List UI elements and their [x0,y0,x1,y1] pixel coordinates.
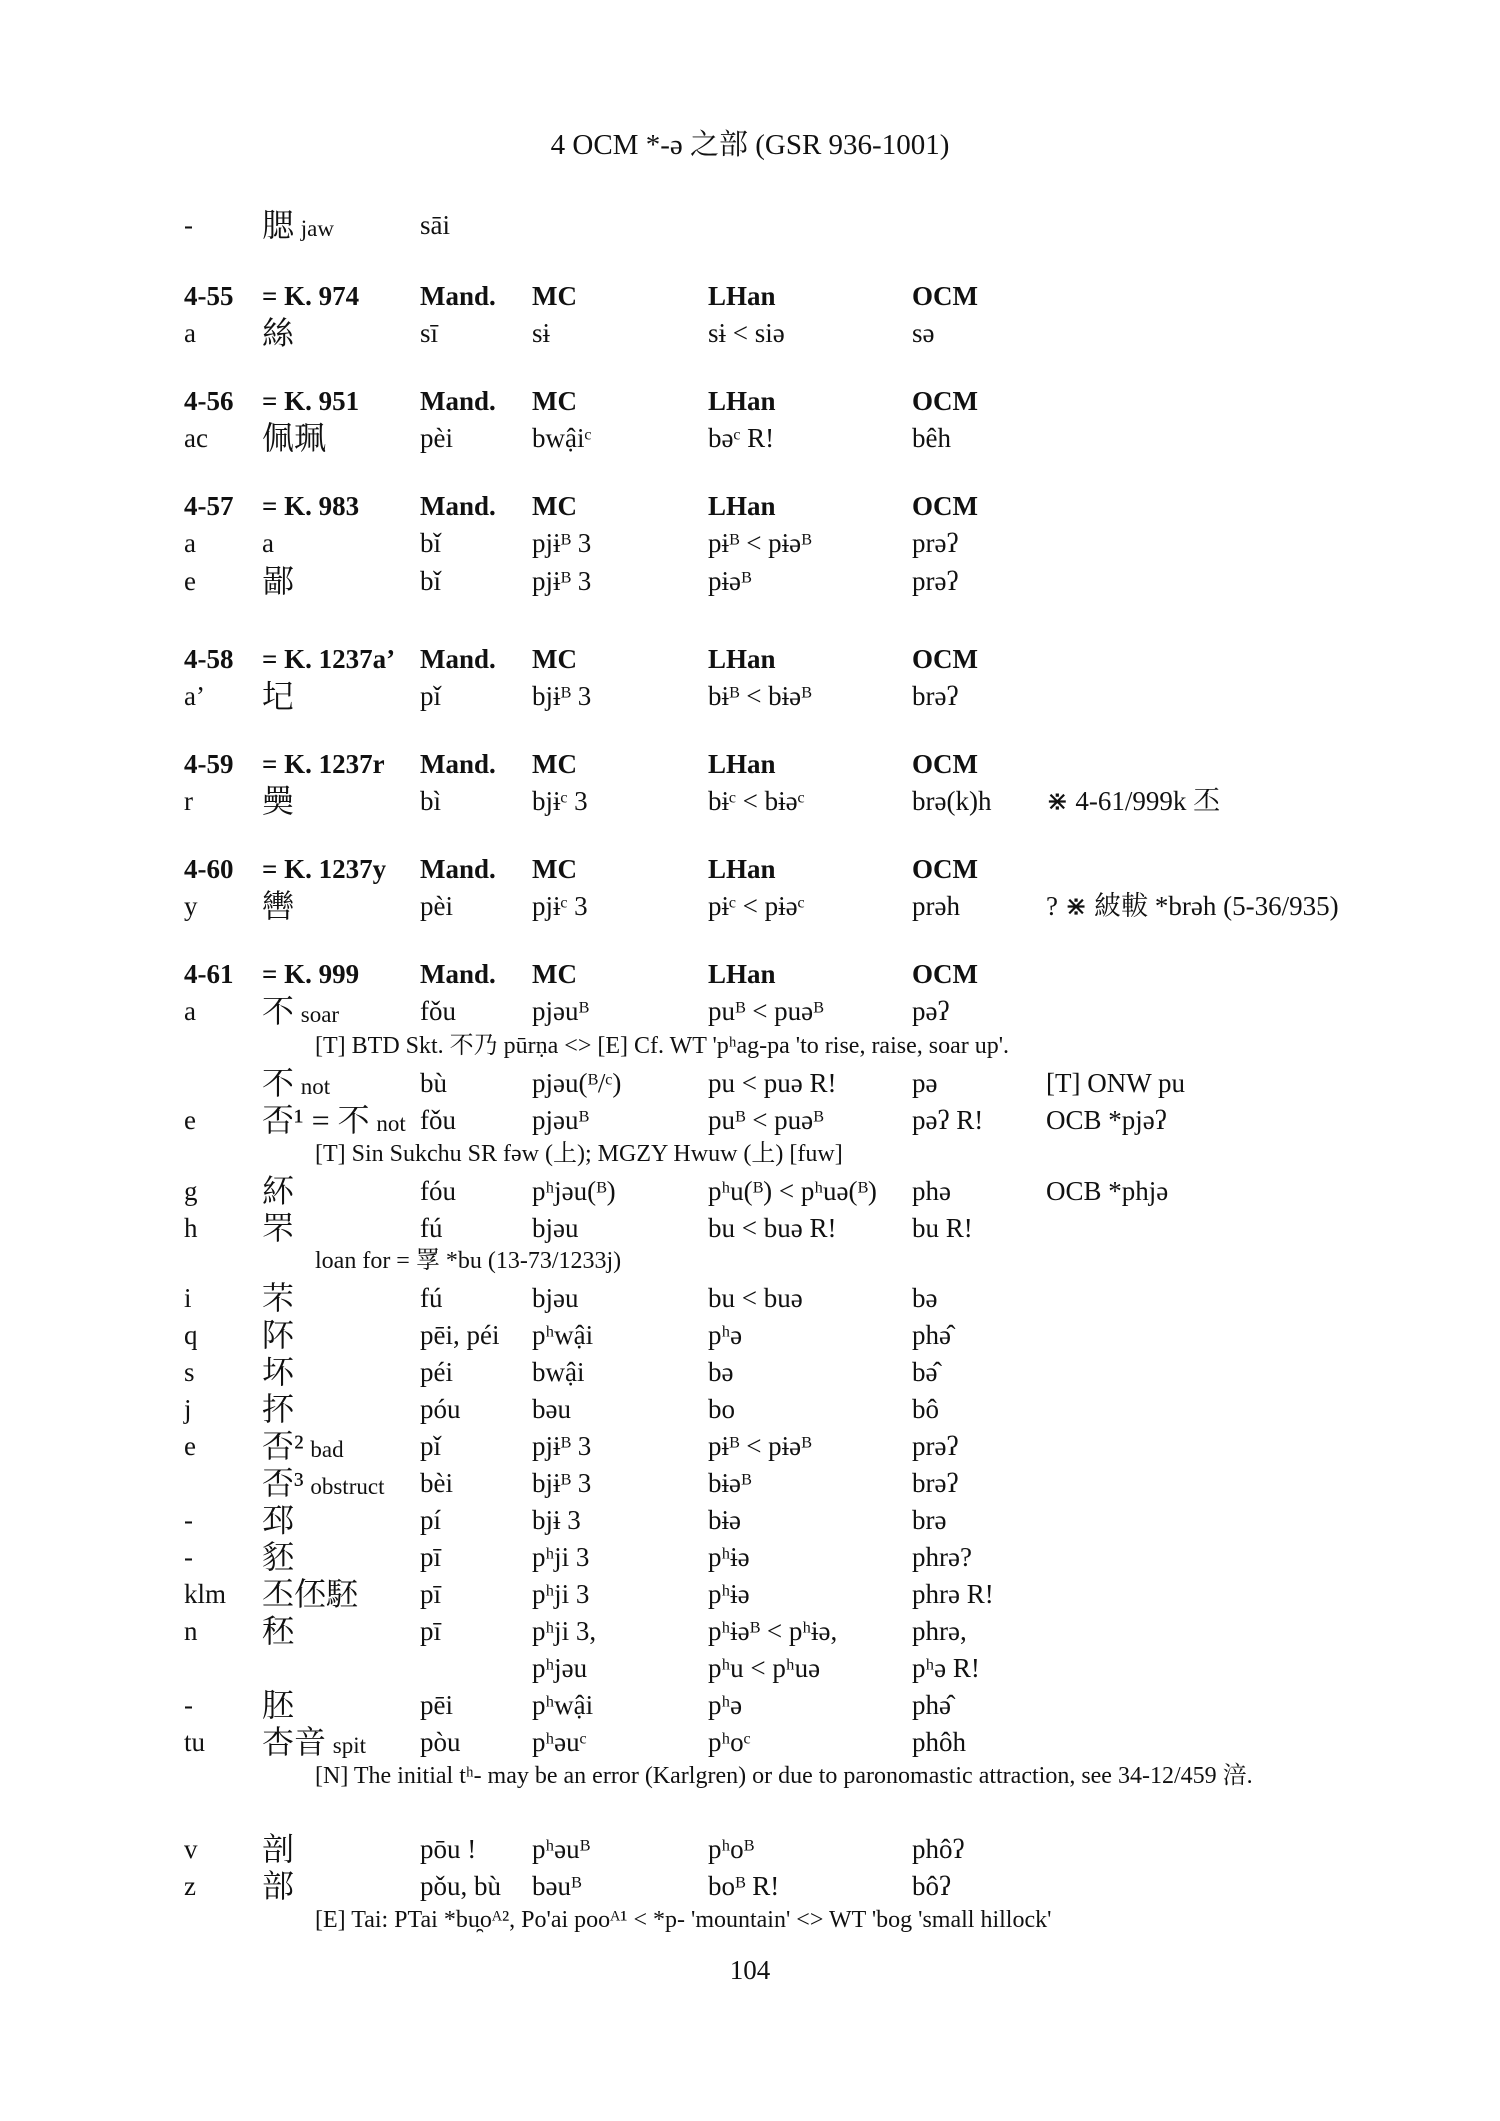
entry-characters: 豾 [262,1539,295,1575]
entry-lhan: sɨ < siə [708,318,785,348]
entry-ocm: pʰə R! [912,1653,980,1683]
entry-letter: a [184,318,196,348]
entry-mc: pjəuᴮ [532,1105,589,1135]
entry-letter: a’ [184,681,205,711]
entry-note-line: [E] Tai: PTai *bu̯oᴬ², Po'ai pooᴬ¹ < *p- 'mountain' <> WT 'bog 'small hillock' [315,1907,1052,1933]
entry-letter: - [184,1542,193,1572]
page-header: 4 OCM *-ə 之部 (GSR 936-1001) [550,129,950,161]
karlgren-ref: = K. 999 [262,959,360,989]
entry-lhan: pɨᴮ < pɨəᴮ [708,1431,812,1461]
entry-mandarin: pī [420,1579,442,1609]
entry-mc: pjɨᴮ 3 [532,528,592,558]
entry-mc: pjɨᶜ 3 [532,891,588,921]
section-header [0,277,1500,315]
entry-mc: pjəu(ᴮ/ᶜ) [532,1068,622,1098]
entry-row [0,1830,1500,1868]
entry-mc: bəuᴮ [532,1871,582,1901]
entry-note: OCB *pjəʔ [1046,1105,1167,1135]
col-ocm: OCM [912,644,978,674]
karlgren-ref: = K. 1237y [262,854,387,884]
entry-row [0,1353,1500,1391]
col-mand: Mand. [420,749,496,779]
entry-row [0,1464,1500,1502]
entry-lhan: pɨəᴮ [708,566,752,596]
col-lhan: LHan [708,491,776,521]
entry-mc: pʰəuᴮ [532,1834,591,1864]
entry-ocm: bô [912,1394,939,1424]
entry-characters: 鄙 [262,563,295,599]
col-lhan: LHan [708,644,776,674]
entry-ocm: phə [912,1176,951,1206]
entry-characters: 圮 [262,678,295,714]
entry-characters: 秠 [262,1613,295,1649]
entry-ocm: bu R! [912,1213,973,1243]
entry-lhan: pʰɨə [708,1579,750,1609]
entry-lhan: pʰu(ᴮ) < pʰuə(ᴮ) [708,1176,877,1206]
entry-letter: r [184,786,193,816]
entry-characters: 腮 jaw [262,207,334,243]
entry-ocm: brə [912,1505,947,1535]
entry-note: ? ⋇ 紴軷 *brəh (5-36/935) [1046,891,1339,921]
entry-lhan: pʰə [708,1690,743,1720]
entry-mandarin: pī [420,1616,442,1646]
section-header [0,745,1500,783]
entry-ocm: brə(k)h [912,786,992,816]
entry-row [0,1172,1500,1210]
entry-letter: - [184,210,193,240]
entry-row [0,1686,1500,1724]
entry-row [0,1867,1500,1905]
entry-row [0,562,1500,600]
entry-characters: 佩珮 [262,420,327,456]
entry-ocm: phrə? [912,1542,972,1572]
col-mand: Mand. [420,959,496,989]
entry-letter: - [184,1690,193,1720]
col-mand: Mand. [420,386,496,416]
col-ocm: OCM [912,854,978,884]
entry-ocm: sə [912,318,935,348]
karlgren-ref: = K. 951 [262,386,360,416]
entry-mc: pjəuᴮ [532,996,589,1026]
entry-ocm: pə [912,1068,938,1098]
entry-note-line: [T] BTD Skt. 不乃 pūrṇa <> [E] Cf. WT 'pʰag-pa 'to rise, raise, soar up'. [315,1033,1010,1059]
entry-characters: a [262,528,274,558]
entry-mandarin: pēi [420,1690,453,1720]
entry-characters: 轡 [262,888,295,924]
col-ocm: OCM [912,386,978,416]
entry-note: ⋇ 4-61/999k 丕 [1046,786,1221,816]
entry-lhan: pʰɨə [708,1542,750,1572]
entry-lhan: bɨəᴮ [708,1468,752,1498]
section-header [0,382,1500,420]
entry-row [0,887,1500,925]
entry-mc: bjɨᴮ 3 [532,1468,592,1498]
karlgren-ref: = K. 1237r [262,749,385,779]
entry-letter: g [184,1176,198,1206]
entry-mandarin: fú [420,1283,443,1313]
section-header [0,850,1500,888]
entry-letter: n [184,1616,198,1646]
entry-mc: pʰji 3 [532,1542,590,1572]
entry-mandarin: bèi [420,1468,453,1498]
entry-characters: 部 [262,1868,295,1904]
entry-mandarin: pèi [420,423,453,453]
section-id: 4-58 [184,644,234,674]
entry-lhan: bə [708,1357,734,1387]
entry-mc: bjɨᴮ 3 [532,681,592,711]
entry-mandarin: sāi [420,210,450,240]
entry-characters: 阫 [262,1317,295,1353]
entry-mandarin: pī [420,1542,442,1572]
entry-ocm: prəʔ [912,1431,959,1461]
col-mand: Mand. [420,491,496,521]
entry-lhan: bo [708,1394,735,1424]
entry-mc: bəu [532,1394,571,1424]
entry-lhan: puᴮ < puəᴮ [708,996,824,1026]
section-id: 4-59 [184,749,234,779]
karlgren-ref: = K. 983 [262,491,360,521]
entry-characters: 絲 [262,315,295,351]
entry-mc: pʰwậi [532,1690,594,1720]
entry-lhan: bɨə [708,1505,741,1535]
entry-mandarin: bù [420,1068,447,1098]
entry-lhan: bu < buə R! [708,1213,837,1243]
entry-ocm: phôʔ [912,1834,965,1864]
entry-ocm: bôʔ [912,1871,951,1901]
entry-lhan: pu < puə R! [708,1068,837,1098]
col-mc: MC [532,749,577,779]
entry-note-line: [T] Sin Sukchu SR fəw (上); MGZY Hwuw (上) [fuw] [315,1141,843,1167]
entry-characters: 否³ obstruct [262,1465,385,1501]
entry-mc: pjɨᴮ 3 [532,566,592,596]
entry-note: OCB *phjə [1046,1176,1169,1206]
section-header [0,487,1500,525]
entry-row [0,1501,1500,1539]
entry-mandarin: pèi [420,891,453,921]
entry-row [0,1723,1500,1761]
entry-ocm: prəʔ [912,528,959,558]
entry-mc: bjɨᶜ 3 [532,786,588,816]
entry-ocm: phə̂ [912,1320,951,1350]
entry-row [0,1064,1500,1102]
col-ocm: OCM [912,959,978,989]
entry-ocm: prəʔ [912,566,959,596]
col-mc: MC [532,491,577,521]
col-mand: Mand. [420,281,496,311]
entry-lhan: pɨᶜ < pɨəᶜ [708,891,805,921]
page-number: 104 [729,1955,771,1985]
col-lhan: LHan [708,386,776,416]
col-ocm: OCM [912,281,978,311]
entry-row [0,1612,1500,1650]
entry-row [0,1209,1500,1247]
entry-mandarin: pòu [420,1727,461,1757]
entry-row [0,1649,1500,1687]
entry-ocm: brəʔ [912,1468,959,1498]
karlgren-ref: = K. 1237a’ [262,644,396,674]
entry-characters: 抔 [262,1391,295,1427]
entry-mc: bjəu [532,1213,579,1243]
col-mc: MC [532,281,577,311]
entry-ocm: pəʔ R! [912,1105,984,1135]
entry-characters: 杏音 spit [262,1724,366,1760]
entry-row [0,1427,1500,1465]
section-header [0,955,1500,993]
entry-row [0,782,1500,820]
entry-mandarin: pǐ [420,1431,442,1461]
entry-letter: e [184,1105,196,1135]
entry-lhan: bɨᶜ < bɨəᶜ [708,786,805,816]
entry-mandarin: fǒu [420,996,456,1026]
entry-lhan: pɨᴮ < pɨəᴮ [708,528,812,558]
entry-mc: pʰji 3, [532,1616,597,1646]
entry-row [0,1575,1500,1613]
col-ocm: OCM [912,491,978,521]
entry-characters: 奰 [262,783,295,819]
entry-ocm: phrə, [912,1616,967,1646]
entry-row [0,1538,1500,1576]
entry-note-paragraph: [N] The initial tʰ- may be an error (Karlgren) or due to paronomastic attraction, see 34-12/459 涪. [315,1763,1253,1789]
entry-mc: pʰəuᶜ [532,1727,587,1757]
entry-mandarin: bǐ [420,528,442,558]
entry-mandarin: péi [420,1357,453,1387]
entry-row [0,1279,1500,1317]
section-header [0,640,1500,678]
section-id: 4-57 [184,491,234,521]
entry-mc: pʰji 3 [532,1579,590,1609]
entry-ocm: pəʔ [912,996,950,1026]
entry-letter: v [184,1834,198,1864]
entry-letter: e [184,1431,196,1461]
entry-row [0,524,1500,562]
entry-letter: h [184,1213,198,1243]
entry-characters: 不 not [262,1065,331,1101]
entry-mc: pʰwậi [532,1320,594,1350]
section-id: 4-61 [184,959,234,989]
entry-characters: 紑 [262,1173,295,1209]
col-mc: MC [532,386,577,416]
entry-characters: 邳 [262,1502,295,1538]
entry-mandarin: pǐ [420,681,442,711]
entry-ocm: bə [912,1283,938,1313]
entry-mandarin: bǐ [420,566,442,596]
entry-letter: a [184,528,196,558]
entry-lhan: boᴮ R! [708,1871,780,1901]
col-mc: MC [532,959,577,989]
entry-mandarin: sī [420,318,439,348]
entry-letter: klm [184,1579,227,1609]
entry-mc: bjəu [532,1283,579,1313]
entry-mandarin: pēi, péi [420,1320,500,1350]
entry-ocm: phə̂ [912,1690,951,1720]
entry-row [0,1316,1500,1354]
col-lhan: LHan [708,959,776,989]
entry-mandarin: fú [420,1213,443,1243]
entry-letter: s [184,1357,195,1387]
entry-row [0,1101,1500,1139]
entry-characters: 罘 [262,1210,295,1246]
entry-lhan: pʰu < pʰuə [708,1653,821,1683]
entry-mc: sɨ [532,318,551,348]
entry-note-line: loan for = 罦 *bu (13-73/1233j) [315,1248,622,1274]
entry-mandarin: póu [420,1394,461,1424]
entry-mc: bjɨ 3 [532,1505,581,1535]
karlgren-ref: = K. 974 [262,281,360,311]
entry-row [0,419,1500,457]
col-mand: Mand. [420,644,496,674]
col-mc: MC [532,644,577,674]
entry-mc: bwậiᶜ [532,423,592,453]
entry-letter: z [184,1871,196,1901]
entry-lhan: pʰoᶜ [708,1727,751,1757]
entry-mc: pjɨᴮ 3 [532,1431,592,1461]
entry-row [0,314,1500,352]
entry-characters: 剖 [262,1831,295,1867]
entry-ocm: phôh [912,1727,966,1757]
entry-row [0,1390,1500,1428]
entry-mandarin: pǒu, bù [420,1871,501,1901]
entry-letter: q [184,1320,198,1350]
entry-ocm: phrə R! [912,1579,994,1609]
entry-ocm: bêh [912,423,951,453]
entry-letter: a [184,996,196,1026]
entry-characters: 芣 [262,1280,295,1316]
col-lhan: LHan [708,749,776,779]
entry-row [0,206,1500,244]
entry-characters: 否² bad [262,1428,344,1464]
col-mand: Mand. [420,854,496,884]
entry-lhan: bəᶜ R! [708,423,775,453]
entry-mc: bwậi [532,1357,585,1387]
col-ocm: OCM [912,749,978,779]
col-lhan: LHan [708,854,776,884]
entry-ocm: bə̂ [912,1357,938,1387]
section-id: 4-56 [184,386,234,416]
entry-note: [T] ONW pu [1046,1068,1185,1098]
entry-letter: ac [184,423,208,453]
entry-characters: 不 soar [262,993,340,1029]
entry-letter: tu [184,1727,206,1757]
entry-lhan: puᴮ < puəᴮ [708,1105,824,1135]
col-mc: MC [532,854,577,884]
entry-mandarin: pōu ! [420,1834,477,1864]
entry-row [0,992,1500,1030]
entry-characters: 丕伾駓 [262,1576,359,1612]
entry-lhan: bu < buə [708,1283,803,1313]
entry-letter: y [184,891,198,921]
entry-letter: e [184,566,196,596]
entry-row [0,677,1500,715]
section-id: 4-55 [184,281,234,311]
entry-lhan: pʰə [708,1320,743,1350]
entry-mc: pʰjəu(ᴮ) [532,1176,616,1206]
entry-ocm: prəh [912,891,960,921]
entry-mandarin: fóu [420,1176,456,1206]
entry-mandarin: fǒu [420,1105,456,1135]
entry-lhan: bɨᴮ < bɨəᴮ [708,681,812,711]
col-lhan: LHan [708,281,776,311]
entry-lhan: pʰɨəᴮ < pʰɨə, [708,1616,838,1646]
entry-mandarin: bì [420,786,442,816]
section-id: 4-60 [184,854,234,884]
entry-ocm: brəʔ [912,681,959,711]
entry-letter: - [184,1505,193,1535]
entry-mc: pʰjəu [532,1653,588,1683]
entry-letter: j [184,1394,192,1424]
entry-letter: i [184,1283,192,1313]
entry-lhan: pʰoᴮ [708,1834,755,1864]
entry-characters: 胚 [262,1687,295,1723]
entry-characters: 坏 [262,1354,295,1390]
entry-mandarin: pí [420,1505,442,1535]
entry-characters: 否¹ = 不 not [262,1102,406,1138]
